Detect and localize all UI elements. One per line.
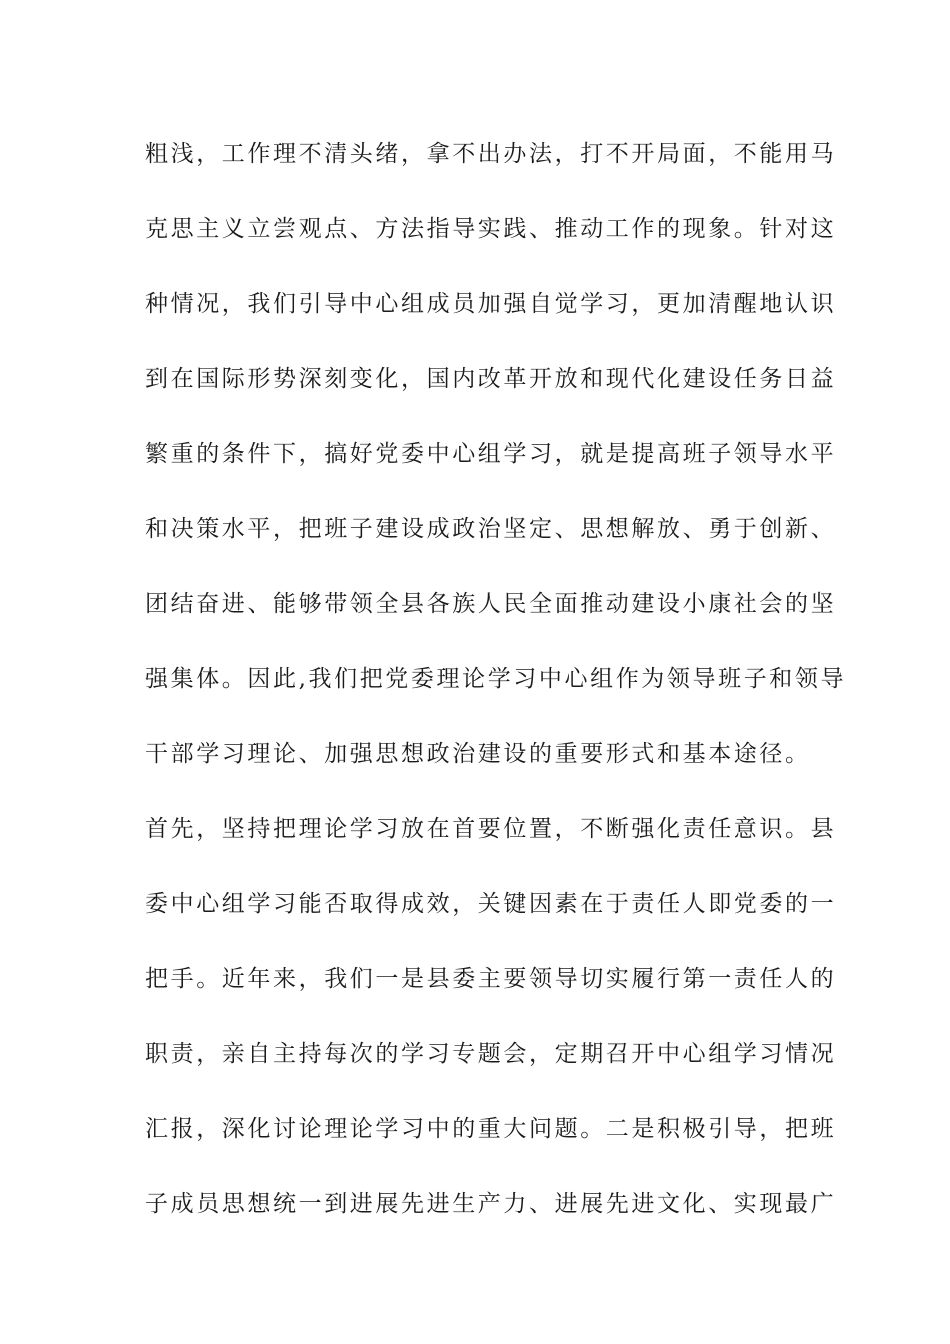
text-line: 把手。近年来，我们一是县委主要领导切实履行第一责任人的 xyxy=(145,966,837,992)
body-text xyxy=(145,134,847,1259)
text-line: 粗浅，工作理不清头绪，拿不出办法，打不开局面，不能用马 xyxy=(145,141,837,167)
text-line: 和决策水平，把班子建设成政治坚定、思想解放、勇于创新、 xyxy=(145,516,837,542)
text-line: 委中心组学习能否取得成效，关键因素在于责任人即党委的一 xyxy=(145,891,837,917)
text-line: 团结奋进、能够带领全县各族人民全面推动建设小康社会的坚 xyxy=(145,591,837,617)
text-line: 到在国际形势深刻变化，国内改革开放和现代化建设任务日益 xyxy=(145,366,837,392)
text-line: 强集体。因此,我们把党委理论学习中心组作为领导班子和领导 xyxy=(145,666,847,692)
text-line: 首先，坚持把理论学习放在首要位置，不断强化责任意识。县 xyxy=(145,816,837,842)
text-line: 干部学习理论、加强思想政治建设的重要形式和基本途径。 xyxy=(145,741,811,767)
text-line: 克思主义立尝观点、方法指导实践、推动工作的现象。针对这 xyxy=(145,216,837,242)
text-line: 职责，亲自主持每次的学习专题会，定期召开中心组学习情况 xyxy=(145,1041,837,1067)
text-line: 子成员思想统一到进展先进生产力、进展先进文化、实现最广 xyxy=(145,1191,837,1217)
text-line: 繁重的条件下，搞好党委中心组学习，就是提高班子领导水平 xyxy=(145,441,837,467)
text-line: 种情况，我们引导中心组成员加强自觉学习，更加清醒地认识 xyxy=(145,291,837,317)
text-line: 汇报，深化讨论理论学习中的重大问题。二是积极引导，把班 xyxy=(145,1116,837,1142)
